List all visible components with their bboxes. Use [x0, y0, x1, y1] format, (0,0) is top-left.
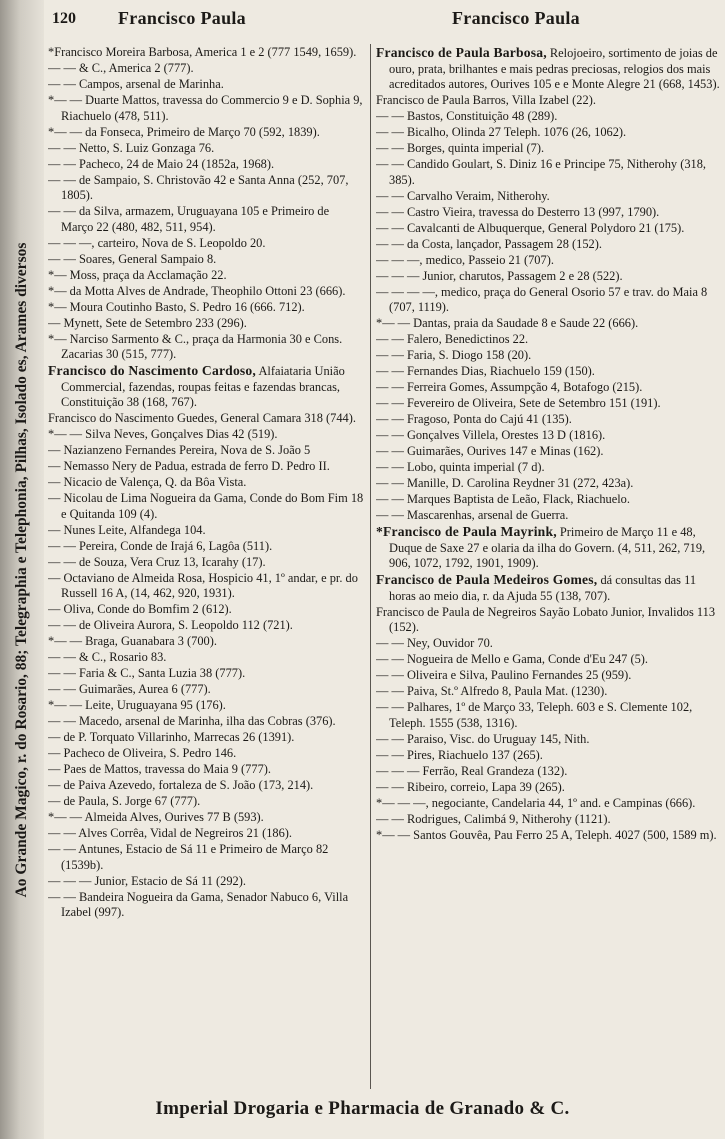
directory-entry: — — Ney, Ouvidor 70.: [376, 636, 493, 650]
directory-entry: — — Oliveira e Silva, Paulino Fernandes 25 (959).: [376, 668, 632, 682]
directory-entry: *— Moura Coutinho Basto, S. Pedro 16 (666. 712).: [48, 299, 305, 314]
left-column: [48, 45, 364, 1090]
directory-entry: — — Palhares, 1º de Março 33, Teleph. 603 e S. Clemente 102, Teleph. 1555 (538, 1316).: [376, 700, 693, 730]
directory-entry: Francisco de Paula de Negreiros Sayão Lobato Junior, Invalidos 113 (152).: [376, 604, 716, 634]
directory-entry: — — Faria & C., Santa Luzia 38 (777).: [48, 666, 246, 680]
directory-entry: — — Antunes, Estacio de Sá 11 e Primeiro de Março 82 (1539b).: [48, 842, 329, 872]
directory-entry: *— — Santos Gouvêa, Pau Ferro 25 A, Teleph. 4027 (500, 1589 m).: [376, 827, 717, 842]
directory-entry: — — Soares, General Sampaio 8.: [48, 251, 217, 266]
directory-entry: — Mynett, Sete de Setembro 233 (296).: [48, 315, 247, 330]
directory-entry: — — Mascarenhas, arsenal de Guerra.: [376, 508, 569, 522]
directory-entry: — — — Junior, Estacio de Sá 11 (292).: [48, 873, 246, 888]
directory-entry: — — Ferreira Gomes, Assumpção 4, Botafogo (215).: [376, 380, 643, 394]
directory-entry: — — Pacheco, 24 de Maio 24 (1852a, 1968).: [48, 156, 275, 171]
directory-entry: Francisco de Paula Barros, Villa Izabel (22).: [376, 93, 596, 107]
directory-entry: — Nicolau de Lima Nogueira da Gama, Conde do Bom Fim 18 e Quitanda 109 (4).: [48, 491, 364, 521]
spine-advertisement: [0, 0, 44, 1139]
directory-entry: — — & C., Rosario 83.: [48, 650, 167, 664]
directory-entry: — — de Souza, Vera Cruz 13, Icarahy (17).: [48, 554, 266, 569]
directory-entry: — — de Oliveira Aurora, S. Leopoldo 112 (721).: [48, 618, 293, 632]
right-column: [376, 45, 721, 1090]
directory-entry: — — Ribeiro, correio, Lapa 39 (265).: [376, 779, 565, 794]
directory-entry: *— — Dantas, praia da Saudade 8 e Saude 22 (666).: [376, 316, 639, 330]
directory-entry: Francisco do Nascimento Guedes, General Camara 318 (744).: [48, 411, 356, 425]
directory-entry: — Nunes Leite, Alfandega 104.: [48, 522, 206, 537]
directory-entry: — — —, medico, Passeio 21 (707).: [376, 252, 554, 267]
directory-entry: — Paes de Mattos, travessa do Maia 9 (777).: [48, 762, 271, 776]
directory-entry: — — Bicalho, Olinda 27 Teleph. 1076 (26, 1062).: [376, 125, 627, 139]
directory-entry: — de P. Torquato Villarinho, Marrecas 26 (1391).: [48, 730, 295, 744]
directory-entry: — — Fragoso, Ponta do Cajú 41 (135).: [376, 412, 572, 426]
directory-entry: — — Falero, Benedictinos 22.: [376, 332, 529, 346]
directory-entry: — — Manille, D. Carolina Reydner 31 (272, 423a).: [376, 476, 634, 490]
directory-entry: — — Pereira, Conde de Irajá 6, Lagôa (511).: [48, 538, 273, 553]
directory-entry: — — Marques Baptista de Leão, Flack, Riachuelo.: [376, 492, 630, 506]
directory-entry: — — — Junior, charutos, Passagem 2 e 28 (522).: [376, 268, 623, 283]
directory-entry-featured: *Francisco de Paula Mayrink, Primeiro de Março 11 e 48, Duque de Saxe 27 e olaria da ilha do Govern. (4, 511, 262, 719, 906, 1072, 1792, 1901, 1909).: [376, 524, 706, 570]
directory-entry: *— — Braga, Guanabara 3 (700).: [48, 634, 217, 648]
directory-entry: — — de Sampaio, S. Christovão 42 e Santa Anna (252, 707, 1805).: [48, 172, 349, 202]
directory-entry: — — Fernandes Dias, Riachuelo 159 (150).: [376, 364, 595, 378]
directory-entry: *— da Motta Alves de Andrade, Theophilo Ottoni 23 (666).: [48, 283, 346, 298]
directory-entry-featured: Francisco do Nascimento Cardoso, Alfaiataria União Commercial, fazendas, roupas feitas e fazendas brancas, Constituição 38 (168, 767).: [48, 363, 345, 409]
directory-entry: — — — —, medico, praça do General Osorio 57 e trav. do Maia 8 (707, 1119).: [376, 284, 708, 314]
directory-entry: — — Candido Goulart, S. Diniz 16 e Principe 75, Nitherohy (318, 385).: [376, 157, 707, 187]
directory-entry: — Nazianzeno Fernandes Pereira, Nova de S. João 5: [48, 443, 311, 457]
directory-entry: — — Lobo, quinta imperial (7 d).: [376, 460, 545, 474]
directory-entry: — — Paiva, St.º Alfredo 8, Paula Mat. (1230).: [376, 684, 608, 698]
directory-entry: — Pacheco de Oliveira, S. Pedro 146.: [48, 746, 237, 760]
directory-entry: — — Guimarães, Aurea 6 (777).: [48, 682, 211, 696]
directory-entry: — Nicacio de Valença, Q. da Bôa Vista.: [48, 475, 247, 489]
directory-entry: *— Narciso Sarmento & C., praça da Harmonia 30 e Cons. Zacarias 30 (515, 777).: [48, 331, 343, 361]
directory-entry: — — Cavalcanti de Albuquerque, General Polydoro 21 (175).: [376, 220, 685, 235]
directory-entry: — — da Silva, armazem, Uruguayana 105 e Primeiro de Março 22 (480, 482, 511, 954).: [48, 204, 330, 234]
directory-entry: — — Nogueira de Mello e Gama, Conde d'Eu 247 (5).: [376, 652, 649, 666]
directory-entry: — — Bandeira Nogueira da Gama, Senador Nabuco 6, Villa Izabel (997).: [48, 889, 349, 919]
directory-entry: *— — —, negociante, Candelaria 44, 1º and. e Campinas (666).: [376, 795, 696, 810]
directory-entry: *— — da Fonseca, Primeiro de Março 70 (592, 1839).: [48, 124, 320, 139]
directory-entry-featured: Francisco de Paula Barbosa, Relojoeiro, sortimento de joias de ouro, prata, brilhantes e mais pedras preciosas, relogios dos mais acreditados autores, Ourives 105 e e Monte Alegre 21 (668, 1453).: [376, 45, 720, 91]
directory-entry: — — da Costa, lançador, Passagem 28 (152).: [376, 236, 602, 251]
directory-entry: — — Castro Vieira, travessa do Desterro 13 (997, 1790).: [376, 204, 660, 219]
directory-entry: — — Guimarães, Ourives 147 e Minas (162).: [376, 444, 604, 458]
directory-entry: — Octaviano de Almeida Rosa, Hospicio 41, 1º andar, e pr. do Russell 16 A, (14, 462, 920, 1931).: [48, 570, 358, 600]
directory-entry: *— — Leite, Uruguayana 95 (176).: [48, 698, 226, 712]
directory-entry: — Oliva, Conde do Bomfim 2 (612).: [48, 602, 232, 616]
directory-entry: — — Borges, quinta imperial (7).: [376, 141, 545, 155]
directory-entry: *— — Silva Neves, Gonçalves Dias 42 (519).: [48, 427, 278, 441]
directory-entry: — — Pires, Riachuelo 137 (265).: [376, 747, 543, 762]
directory-entry: — — — Ferrão, Real Grandeza (132).: [376, 763, 568, 778]
directory-entry: — — Bastos, Constituição 48 (289).: [376, 109, 558, 123]
directory-entry: — — Alves Corrêa, Vidal de Negreiros 21 (186).: [48, 826, 293, 840]
column-divider: [370, 44, 371, 1089]
directory-entry: — — Macedo, arsenal de Marinha, ilha das Cobras (376).: [48, 714, 336, 728]
directory-entry: — — & C., America 2 (777).: [48, 61, 194, 75]
directory-entry: — Nemasso Nery de Padua, estrada de ferro D. Pedro II.: [48, 459, 330, 473]
page-number: 120: [52, 10, 76, 27]
directory-entry: — — —, carteiro, Nova de S. Leopoldo 20.: [48, 235, 266, 250]
directory-entry: *— — Duarte Mattos, travessa do Commercio 9 e D. Sophia 9, Riachuelo (478, 511).: [48, 93, 363, 123]
spine-ad-text: Ao Grande Magico, r. do Rosario, 88; Telegraphia e Telephonia, Pilhas, Isolado es, Arames diversos: [13, 242, 30, 898]
directory-entry: — — Rodrigues, Calimbá 9, Nitherohy (1121).: [376, 811, 611, 826]
directory-entry: — de Paiva Azevedo, fortaleza de S. João (173, 214).: [48, 778, 314, 792]
directory-entry: *Francisco Moreira Barbosa, America 1 e 2 (777 1549, 1659).: [48, 45, 357, 59]
running-head-right: Francisco Paula: [452, 8, 580, 28]
directory-entry: *— — Almeida Alves, Ourives 77 B (593).: [48, 810, 264, 824]
running-head-left: Francisco Paula: [118, 8, 246, 28]
directory-entry: — — Paraiso, Visc. do Uruguay 145, Nith.: [376, 731, 590, 746]
footer-advertisement: Imperial Drogaria e Pharmacia de Granado & C.: [155, 1098, 570, 1119]
directory-entry: — — Campos, arsenal de Marinha.: [48, 77, 224, 91]
directory-entry: — — Netto, S. Luiz Gonzaga 76.: [48, 140, 215, 155]
directory-entry: — — Fevereiro de Oliveira, Sete de Setembro 151 (191).: [376, 396, 661, 410]
directory-entry: — de Paula, S. Jorge 67 (777).: [48, 794, 201, 808]
directory-entry-featured: Francisco de Paula Medeiros Gomes, dá consultas das 11 horas ao meio dia, r. da Ajuda 55 (138, 707).: [376, 572, 697, 603]
directory-entry: — — Gonçalves Villela, Orestes 13 D (1816).: [376, 428, 606, 442]
directory-entry: — — Faria, S. Diogo 158 (20).: [376, 348, 532, 362]
directory-entry: *— Moss, praça da Acclamação 22.: [48, 267, 227, 282]
page-header: [0, 7, 725, 33]
directory-entry: — — Carvalho Veraim, Nitherohy.: [376, 188, 550, 203]
